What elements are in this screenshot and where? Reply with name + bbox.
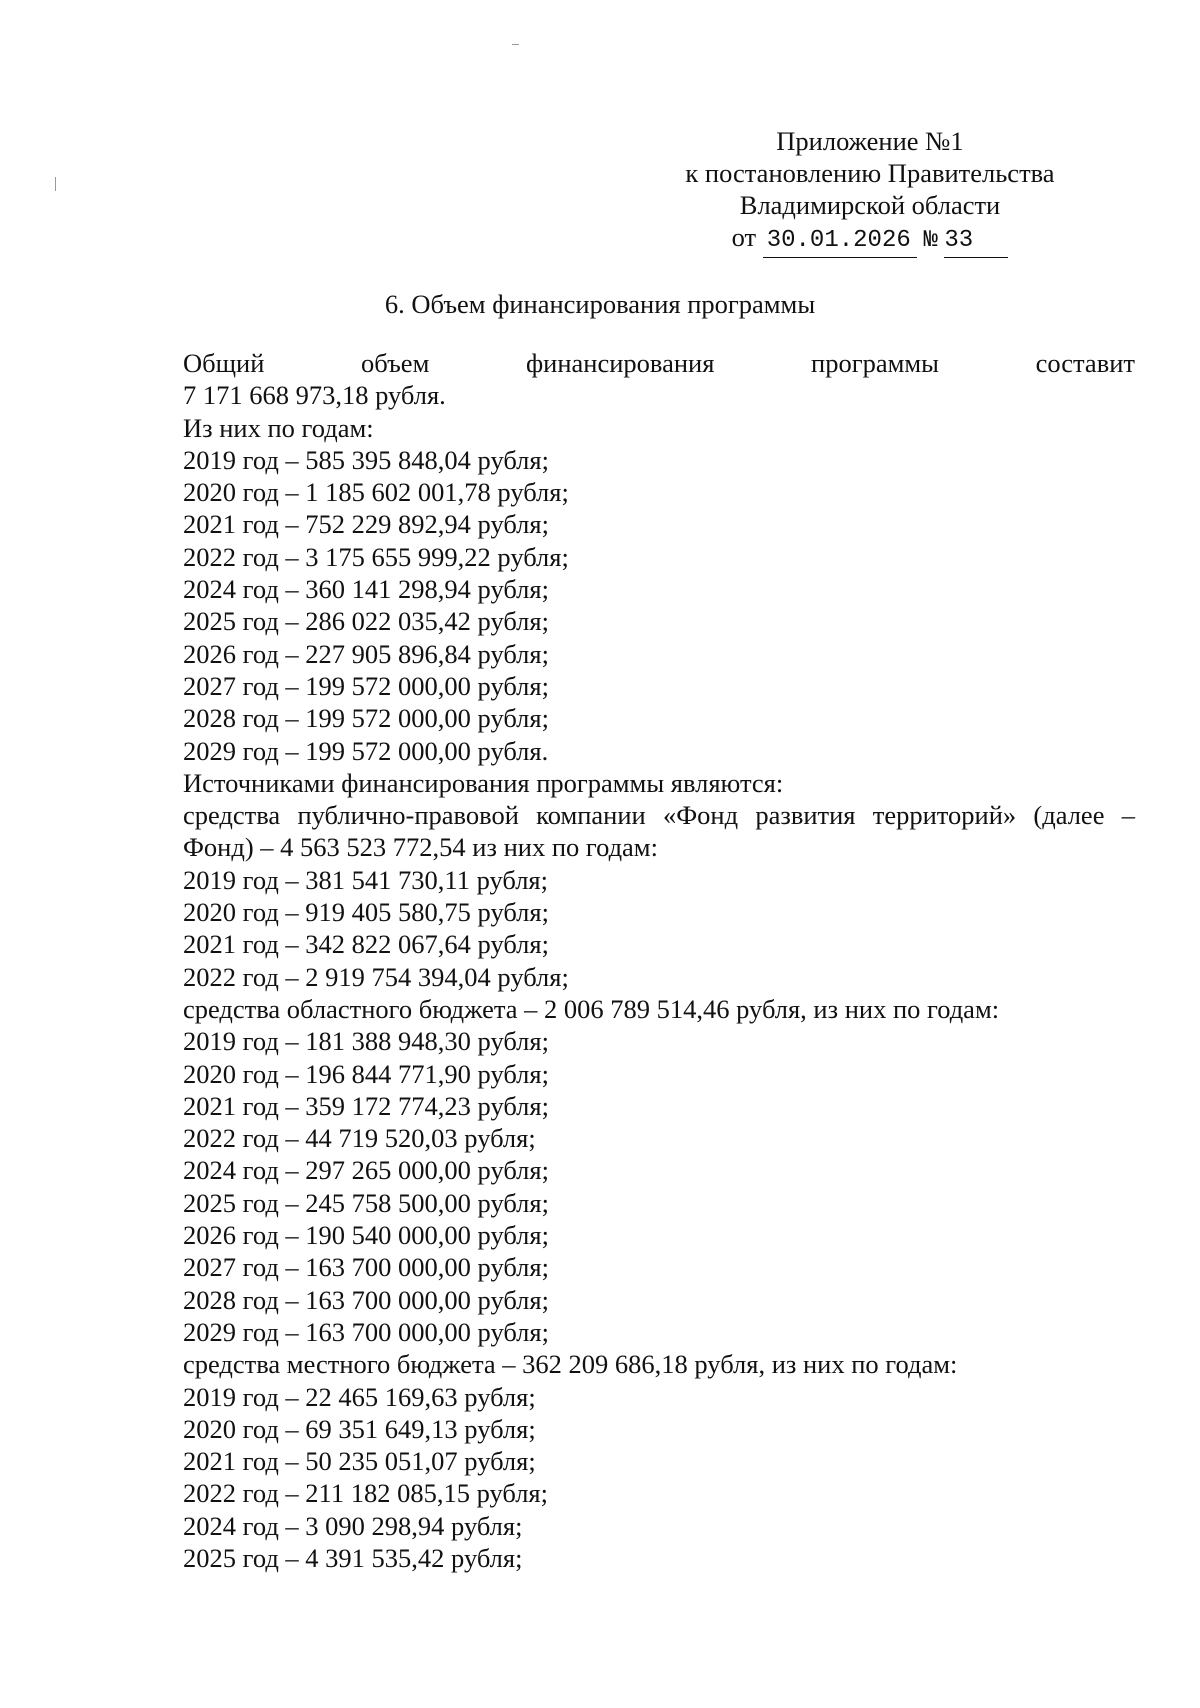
- sources-heading: Источниками финансирования программы являются:: [183, 767, 784, 798]
- fund-year-line: 2019 год – 381 541 730,11 рубля;: [183, 864, 548, 895]
- date-number-line: [640, 221, 1100, 258]
- resolution-date: 30.01.2026: [763, 225, 917, 258]
- section-title: 6. Объем финансирования программы: [384, 289, 816, 319]
- scan-mark: [55, 177, 56, 191]
- intro-word: объем: [361, 348, 430, 378]
- regional-year-line: 2026 год – 190 540 000,00 рубля;: [183, 1220, 549, 1251]
- resolution-reference: к постановлению Правительства: [685, 158, 1055, 188]
- regional-year-line: 2029 год – 163 700 000,00 рубля;: [183, 1316, 549, 1347]
- intro-word: финансирования: [525, 348, 715, 378]
- total-year-line: 2028 год – 199 572 000,00 рубля;: [183, 703, 549, 734]
- regional-year-line: 2022 год – 44 719 520,03 рубля;: [183, 1123, 536, 1154]
- local-budget-line: средства местного бюджета – 362 209 686,18 рубля, из них по годам:: [183, 1349, 958, 1380]
- regional-year-line: 2025 год – 245 758 500,00 рубля;: [183, 1187, 549, 1218]
- fund-year-line: 2022 год – 2 919 754 394,04 рубля;: [183, 961, 569, 992]
- total-year-line: 2021 год – 752 229 892,94 рубля;: [183, 509, 549, 540]
- regional-year-line: 2028 год – 163 700 000,00 рубля;: [183, 1284, 549, 1315]
- local-year-line: 2020 год – 69 351 649,13 рубля;: [183, 1413, 536, 1444]
- total-year-line: 2027 год – 199 572 000,00 рубля;: [183, 670, 549, 701]
- total-amount: 7 171 668 973,18 рубля.: [183, 380, 446, 411]
- local-year-line: 2022 год – 211 182 085,15 рубля;: [183, 1478, 548, 1509]
- scan-mark: [512, 44, 519, 45]
- intro-word: Общий: [183, 348, 265, 378]
- regional-year-line: 2020 год – 196 844 771,90 рубля;: [183, 1058, 549, 1089]
- total-year-line: 2026 год – 227 905 896,84 рубля;: [183, 638, 549, 669]
- local-year-line: 2024 год – 3 090 298,94 рубля;: [183, 1510, 523, 1541]
- total-year-line: 2019 год – 585 395 848,04 рубля;: [183, 444, 549, 475]
- regional-budget-line: средства областного бюджета – 2 006 789 514,46 рубля, из них по годам:: [183, 993, 1000, 1024]
- local-year-line: 2025 год – 4 391 535,42 рубля;: [183, 1542, 523, 1573]
- total-year-line: 2022 год – 3 175 655 999,22 рубля;: [183, 541, 569, 572]
- intro-word: программы: [811, 348, 939, 378]
- by-years-label: Из них по годам:: [183, 412, 374, 443]
- regional-year-line: 2019 год – 181 388 948,30 рубля;: [183, 1026, 549, 1057]
- regional-year-line: 2024 год – 297 265 000,00 рубля;: [183, 1155, 549, 1186]
- regional-year-line: 2027 год – 163 700 000,00 рубля;: [183, 1252, 549, 1283]
- financing-text: [183, 347, 1135, 1574]
- appendix-label: Приложение №1: [776, 126, 964, 156]
- intro-line: [183, 347, 1135, 379]
- date-prefix: от: [731, 222, 757, 252]
- number-sign: №: [923, 227, 938, 254]
- fund-year-line: 2020 год – 919 405 580,75 рубля;: [183, 897, 549, 928]
- total-year-line: 2025 год – 286 022 035,42 рубля;: [183, 606, 549, 637]
- resolution-number: 33: [944, 225, 1008, 258]
- fund-source-line: Фонд) – 4 563 523 772,54 из них по годам:: [183, 832, 658, 863]
- region-name: Владимирской области: [739, 190, 1001, 220]
- appendix-header: [640, 125, 1100, 258]
- local-year-line: 2021 год – 50 235 051,07 рубля;: [183, 1446, 536, 1477]
- local-year-line: 2019 год – 22 465 169,63 рубля;: [183, 1381, 536, 1412]
- fund-source-line: средства публично-правовой компании «Фонд развития территорий» (далее –: [183, 800, 1135, 831]
- total-year-line: 2024 год – 360 141 298,94 рубля;: [183, 574, 549, 605]
- intro-word: составит: [1035, 348, 1135, 378]
- regional-year-line: 2021 год – 359 172 774,23 рубля;: [183, 1090, 549, 1121]
- total-year-line: 2029 год – 199 572 000,00 рубля.: [183, 735, 549, 766]
- fund-year-line: 2021 год – 342 822 067,64 рубля;: [183, 929, 549, 960]
- total-year-line: 2020 год – 1 185 602 001,78 рубля;: [183, 477, 569, 508]
